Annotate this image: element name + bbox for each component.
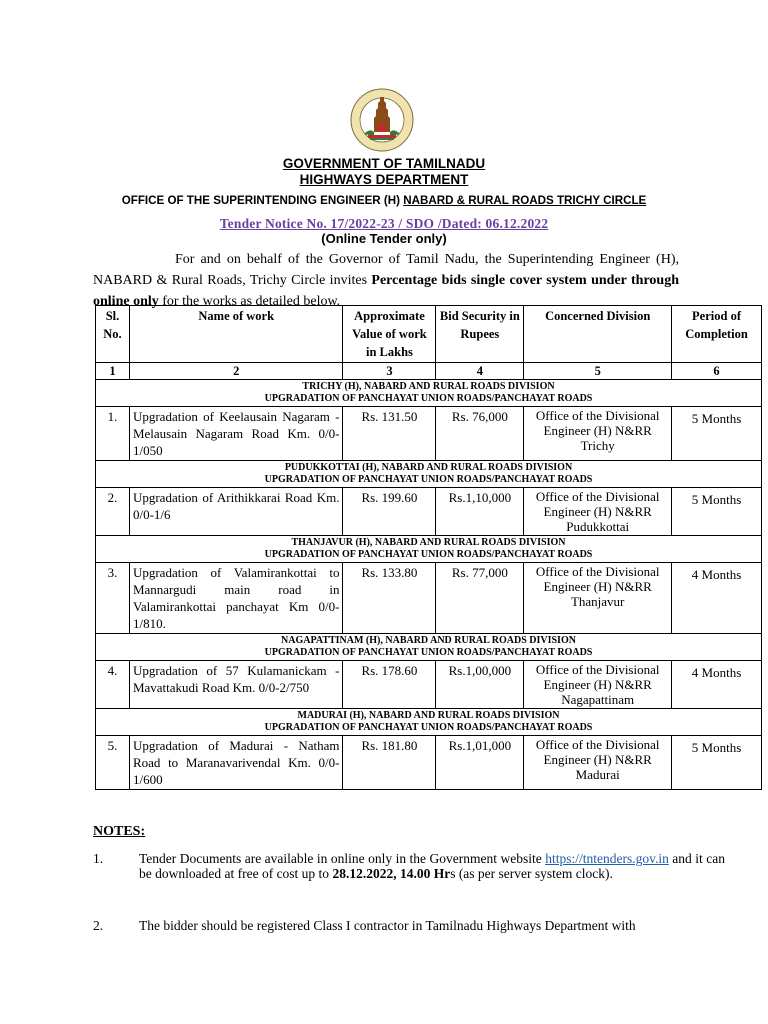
office-title	[0, 193, 768, 208]
header-work: Name of work	[129, 306, 343, 363]
note-text-after: s (as per server system clock).	[450, 866, 613, 881]
division-header-row	[96, 634, 762, 661]
row-value: Rs. 131.50	[343, 407, 436, 461]
column-number: 4	[436, 363, 524, 380]
row-sl: 3.	[96, 563, 130, 634]
header-bid: Bid Security in Rupees	[436, 306, 524, 363]
division-subtitle: UPGRADATION OF PANCHAYAT UNION ROADS/PANCHAYAT ROADS	[264, 393, 593, 404]
row-work: Upgradation of Madurai - Natham Road to Maranavarivendal Km. 0/0-1/600	[129, 736, 343, 790]
division-name: TRICHY (H), NABARD AND RURAL ROADS DIVISION	[302, 381, 555, 392]
row-division: Office of the Divisional Engineer (H) N&RR Madurai	[524, 736, 672, 790]
division-header-row	[96, 461, 762, 488]
table-row	[96, 736, 762, 790]
row-sl: 4.	[96, 661, 130, 709]
table-header-row	[96, 306, 762, 363]
intro-text-2: for the works as detailed below.	[158, 294, 341, 309]
tntenders-link[interactable]: https://tntenders.gov.in	[545, 851, 669, 866]
division-header-row	[96, 380, 762, 407]
row-division: Office of the Divisional Engineer (H) N&RR Nagapattinam	[524, 661, 672, 709]
row-sl: 1.	[96, 407, 130, 461]
row-period: 4 Months	[672, 661, 762, 709]
row-sl: 2.	[96, 488, 130, 536]
column-number: 1	[96, 363, 130, 380]
works-table	[95, 305, 762, 790]
table-row	[96, 563, 762, 634]
row-work: Upgradation of Arithikkarai Road Km. 0/0-1/6	[129, 488, 343, 536]
row-value: Rs. 178.60	[343, 661, 436, 709]
table-row	[96, 661, 762, 709]
row-sl: 5.	[96, 736, 130, 790]
row-value: Rs. 199.60	[343, 488, 436, 536]
note-deadline: 28.12.2022, 14.00 Hr	[332, 866, 451, 881]
table-row	[96, 488, 762, 536]
intro-paragraph	[93, 249, 679, 312]
note-text-before: Tender Documents are available in online only in the Government website	[139, 851, 546, 866]
notes-heading: NOTES:	[93, 824, 146, 839]
office-prefix: OFFICE OF THE SUPERINTENDING ENGINEER (H)	[121, 194, 404, 207]
column-number: 6	[672, 363, 762, 380]
row-work: Upgradation of Valamirankottai to Mannargudi main road in Valamirankottai panchayat Km 0/0-1/810.	[129, 563, 343, 634]
column-number: 2	[129, 363, 343, 380]
row-value: Rs. 133.80	[343, 563, 436, 634]
division-subtitle: UPGRADATION OF PANCHAYAT UNION ROADS/PANCHAYAT ROADS	[264, 549, 593, 560]
tender-notice-number: Tender Notice No. 17/2022-23 / SDO /Dated: 06.12.2022	[219, 216, 549, 231]
header-division: Concerned Division	[524, 306, 672, 363]
online-tender-label: (Online Tender only)	[321, 231, 447, 246]
row-bid: Rs.1,00,000	[436, 661, 524, 709]
division-subtitle: UPGRADATION OF PANCHAYAT UNION ROADS/PANCHAYAT ROADS	[264, 722, 593, 733]
department-title: HIGHWAYS DEPARTMENT	[299, 172, 469, 187]
row-bid: Rs. 77,000	[436, 563, 524, 634]
row-bid: Rs.1,01,000	[436, 736, 524, 790]
intro-bold: Percentage bids single cover system under through online only	[93, 273, 679, 309]
column-number: 3	[343, 363, 436, 380]
note-text: The bidder should be registered Class I contractor in Tamilnadu Highways Department with	[139, 918, 636, 933]
row-work: Upgradation of 57 Kulamanickam - Mavattakudi Road Km. 0/0-2/750	[129, 661, 343, 709]
column-number-row	[96, 363, 762, 380]
note-text	[139, 851, 725, 881]
intro-text-1: For and on behalf of the Governor of Tamil Nadu, the Superintending Engineer (H), NABARD & Rural Roads, Trichy Circle invites	[93, 252, 679, 288]
header-value: Approximate Value of work in Lakhs	[343, 306, 436, 363]
row-division: Office of the Divisional Engineer (H) N&RR Thanjavur	[524, 563, 672, 634]
header-period: Period of Completion	[672, 306, 762, 363]
office-suffix: NABARD & RURAL ROADS TRICHY CIRCLE	[403, 194, 647, 207]
row-period: 5 Months	[672, 488, 762, 536]
division-name: PUDUKKOTTAI (H), NABARD AND RURAL ROADS DIVISION	[284, 462, 573, 473]
division-name: THANJAVUR (H), NABARD AND RURAL ROADS DIVISION	[291, 537, 566, 548]
division-subtitle: UPGRADATION OF PANCHAYAT UNION ROADS/PANCHAYAT ROADS	[264, 474, 593, 485]
row-bid: Rs. 76,000	[436, 407, 524, 461]
row-bid: Rs.1,10,000	[436, 488, 524, 536]
row-period: 4 Months	[672, 563, 762, 634]
note-text-middle: and it can be downloaded at free of cost up to	[139, 851, 725, 881]
row-work: Upgradation of Keelausain Nagaram - Melausain Nagaram Road Km. 0/0-1/050	[129, 407, 343, 461]
header-sl: Sl. No.	[96, 306, 130, 363]
tamilnadu-emblem-icon	[350, 88, 414, 152]
column-number: 5	[524, 363, 672, 380]
row-period: 5 Months	[672, 407, 762, 461]
division-name: NAGAPATTINAM (H), NABARD AND RURAL ROADS DIVISION	[281, 635, 576, 646]
note-number: 2.	[93, 918, 104, 933]
division-name: MADURAI (H), NABARD AND RURAL ROADS DIVISION	[297, 710, 560, 721]
table-row	[96, 407, 762, 461]
row-division: Office of the Divisional Engineer (H) N&RR Pudukkottai	[524, 488, 672, 536]
row-value: Rs. 181.80	[343, 736, 436, 790]
government-title: GOVERNMENT OF TAMILNADU	[282, 156, 486, 171]
row-period: 5 Months	[672, 736, 762, 790]
note-number: 1.	[93, 851, 104, 866]
division-subtitle: UPGRADATION OF PANCHAYAT UNION ROADS/PANCHAYAT ROADS	[264, 647, 593, 658]
row-division: Office of the Divisional Engineer (H) N&RR Trichy	[524, 407, 672, 461]
division-header-row	[96, 709, 762, 736]
division-header-row	[96, 536, 762, 563]
